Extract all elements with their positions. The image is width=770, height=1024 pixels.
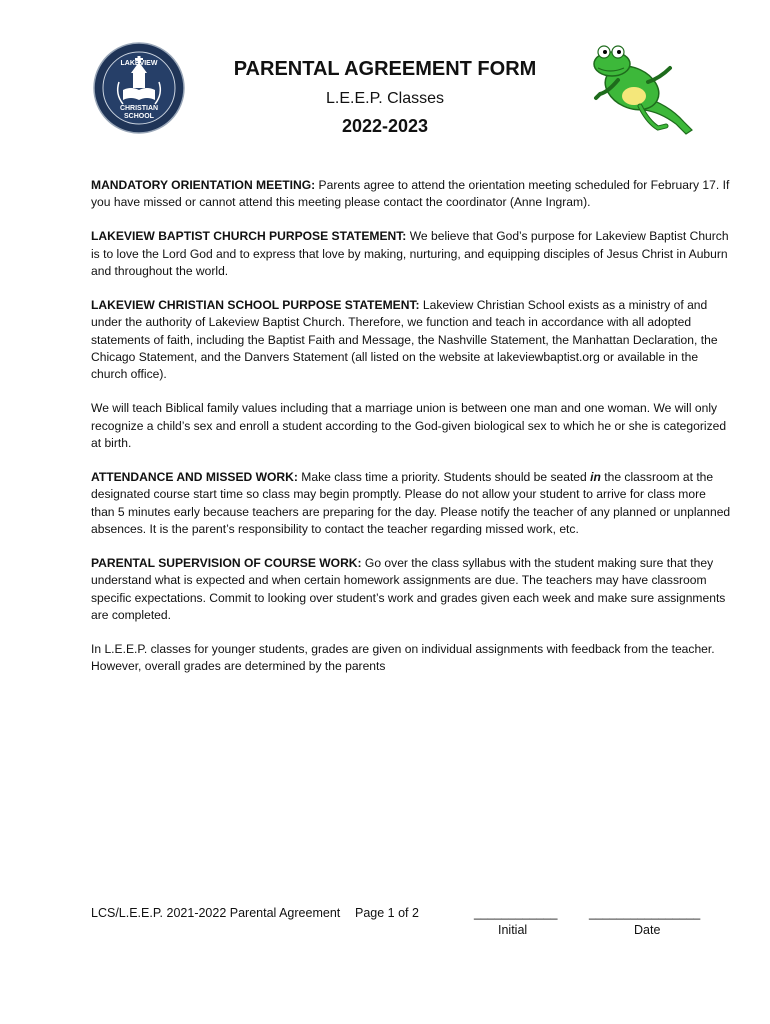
logo-bottom-text-1: CHRISTIAN xyxy=(119,105,159,112)
form-year: 2022-2023 xyxy=(341,116,429,136)
date-label: Date xyxy=(634,923,661,937)
section-supervision xyxy=(91,555,731,624)
section-text: Lakeview Christian School exists as a ministry of and under the authority of Lakeview Baptist Church. Therefore, we function and teach in accordance with all adopted statements of faith, including the Baptist Faith and Message, the Nashville Statement, the Manhattan Declaration, the Chicago Statement, and the Danvers Statement (all listed on the website at lakeviewbaptist.org or available in the church office). xyxy=(91,298,718,382)
initial-signature-line[interactable]: ____________ xyxy=(474,906,558,920)
section-text: Make class time a priority. Students should be seated xyxy=(297,470,591,485)
section-grades xyxy=(91,641,731,676)
school-logo xyxy=(93,42,185,134)
initial-label: Initial xyxy=(498,923,528,937)
form-title: PARENTAL AGREEMENT FORM xyxy=(233,58,537,80)
section-church-purpose xyxy=(91,228,731,280)
section-text: Parents agree to attend the orientation meeting scheduled for February 17. If you have missed or cannot attend this meeting please contact the coordinator (Anne Ingram). xyxy=(91,178,730,210)
section-text: We believe that God’s purpose for Lakeview Baptist Church is to love the Lord God and to express that love by making, nurturing, and equipping disciples of Jesus Christ in Auburn and throughout the world. xyxy=(91,229,729,278)
section-text: We will teach Biblical family values including that a marriage union is between one man and one woman. We will only recognize a child’s sex and enroll a student according to the God-given biological sex to which he or she is categorized at birth. xyxy=(91,401,727,450)
footer-doc-label: LCS/L.E.E.P. 2021-2022 Parental Agreement xyxy=(91,906,341,920)
section-school-purpose xyxy=(91,297,731,383)
footer-page-number: Page 1 of 2 xyxy=(355,906,419,920)
frog-mascot xyxy=(588,42,698,138)
agreement-body xyxy=(91,177,731,692)
section-heading: LAKEVIEW BAPTIST CHURCH PURPOSE STATEMENT: xyxy=(91,229,407,244)
section-attendance xyxy=(91,469,731,538)
section-heading: LAKEVIEW CHRISTIAN SCHOOL PURPOSE STATEMENT: xyxy=(91,298,420,313)
logo-top-text: LAKEVIEW xyxy=(120,60,158,67)
section-text: Go over the class syllabus with the student making sure that they understand what is expected and when certain homework assignments are due. The teachers may have classroom specific expectations. Commit to looking over student’s work and grades given each week and make sure assignments are completed. xyxy=(91,556,726,622)
section-family-values xyxy=(91,400,731,452)
logo-bottom-text-2: SCHOOL xyxy=(124,113,154,120)
form-subtitle: L.E.E.P. Classes xyxy=(326,90,444,107)
section-emphasis: in xyxy=(590,470,601,485)
section-text: In L.E.E.P. classes for younger students, grades are given on individual assignments with feedback from the teacher. However, overall grades are determined by the parents xyxy=(91,642,715,674)
section-text: the classroom at the designated course start time so class may begin promptly. Please do not allow your student to arrive for class more than 5 minutes early because teachers are preparing for the day. Please notify the teacher of any planned or unplanned absences. It is the parent’s responsibility to contact the teacher regarding missed work, etc. xyxy=(91,470,731,536)
section-heading: PARENTAL SUPERVISION OF COURSE WORK: xyxy=(91,556,362,571)
frog-mascot-icon xyxy=(588,42,698,138)
date-signature-line[interactable]: ________________ xyxy=(589,906,701,920)
section-heading: MANDATORY ORIENTATION MEETING: xyxy=(91,178,316,192)
section-heading: ATTENDANCE AND MISSED WORK: xyxy=(91,470,298,485)
section-orientation xyxy=(91,177,731,212)
